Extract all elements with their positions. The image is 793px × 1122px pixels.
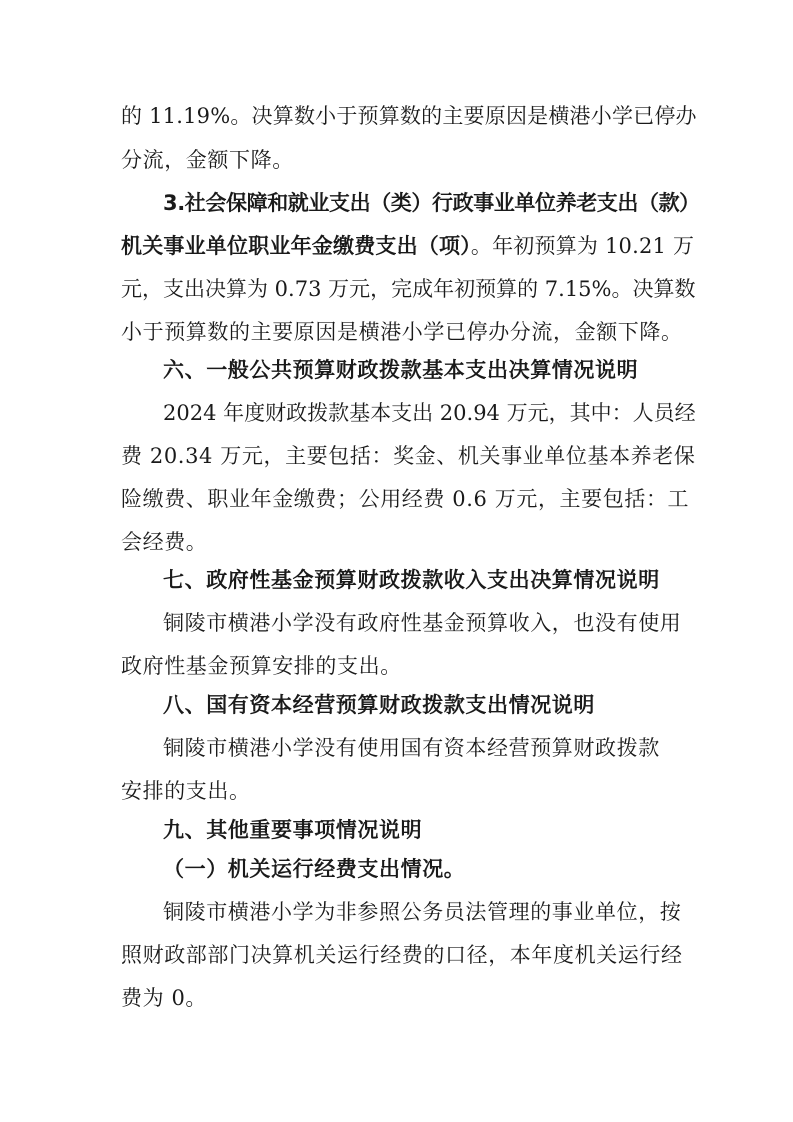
section-7-line-2: 政府性基金预算安排的支出。 (121, 654, 402, 678)
para-a-line-2: 分流，金额下降。 (121, 148, 294, 172)
section-7-heading: 七、政府性基金预算财政拨款收入支出决算情况说明 (163, 568, 660, 592)
para-b-line-4: 小于预算数的主要原因是横港小学已停办分流，金额下降。 (121, 320, 683, 344)
para-a-line-1: 的 11.19%。决算数小于预算数的主要原因是横港小学已停办 (121, 104, 697, 128)
section-6-line-3: 险缴费、职业年金缴费；公用经费 0.6 万元，主要包括：工 (121, 487, 690, 511)
section-9-line-2: 照财政部部门决算机关运行经费的口径，本年度机关运行经 (121, 943, 683, 967)
section-8-heading: 八、国有资本经营预算财政拨款支出情况说明 (163, 693, 595, 717)
section-9-line-1: 铜陵市横港小学为非参照公务员法管理的事业单位，按 (163, 900, 682, 924)
section-9-heading: 九、其他重要事项情况说明 (163, 818, 423, 842)
section-6-heading: 六、一般公共预算财政拨款基本支出决算情况说明 (163, 358, 639, 382)
section-7-line-1: 铜陵市横港小学没有政府性基金预算收入，也没有使用 (163, 611, 682, 635)
para-b-line-2 (121, 231, 694, 261)
section-9-line-3: 费为 0。 (121, 986, 208, 1010)
section-9-subheading: （一）机关运行经费支出情况。 (163, 857, 466, 881)
para-b-tail-line-2: 。年初预算为 10.21 万 (470, 234, 695, 258)
section-6-line-4: 会经费。 (121, 530, 208, 554)
section-6-line-2: 费 20.34 万元，主要包括：奖金、机关事业单位基本养老保 (121, 444, 696, 468)
section-6-line-1: 2024 年度财政拨款基本支出 20.94 万元，其中：人员经 (163, 401, 696, 425)
section-8-line-2: 安排的支出。 (121, 779, 251, 803)
para-b-bold-line-2: 机关事业单位职业年金缴费支出（项） (121, 234, 471, 258)
para-b-bold-line-1: 3.社会保障和就业支出（类）行政事业单位养老支出（款） (163, 191, 700, 215)
section-8-line-1: 铜陵市横港小学没有使用国有资本经营预算财政拨款 (163, 736, 660, 760)
para-b-line-3: 元，支出决算为 0.73 万元，完成年初预算的 7.15%。决算数 (121, 277, 696, 301)
